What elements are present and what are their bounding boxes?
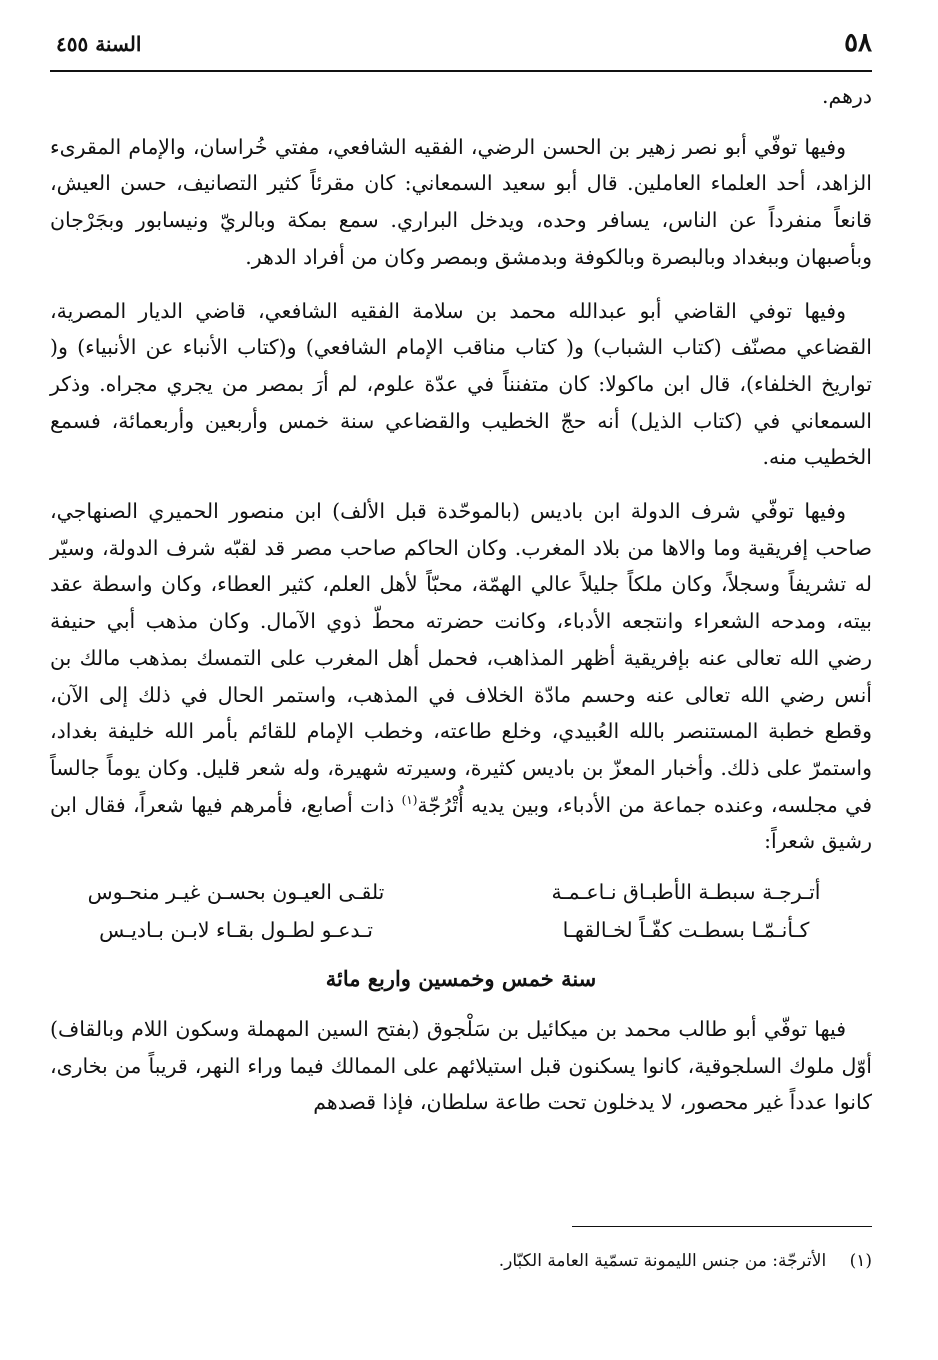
verse-hemistich-left: تلقـى العيـون بحسـن غيـر منحـوس [87,880,385,905]
footnote-rule [572,1226,872,1227]
verse-hemistich-right: كـأنـمّـا بسطـت كفّـاً لخـالقهـا [562,918,810,943]
paragraph-ibn-badis [50,493,872,860]
poem [50,873,872,949]
page-body [50,78,872,1138]
footnote-reference: (١) [401,792,418,807]
verse-hemistich-right: أتـرجـة سبطـة الأطبـاق نـاعـمـة [551,880,821,905]
page-number: ٥٨ [844,28,872,58]
running-title: السنة ٤٥٥ [56,32,142,56]
paragraph-continuation: درهم. [822,84,872,108]
paragraph-qudai: وفيها توفي القاضي أبو عبدالله محمد بن سلامة الفقيه الشافعي، قاضي الديار المصرية، القضاعي مصنّف (كتاب الشباب) و( كتاب مناقب الإمام الشافعي) و(كتاب الأنباء عن الأنبياء) و( تواريخ الخلفاء)، قال ابن ماكولا: كان متفنناً في عدّة علوم، لم أرَ بمصر من يجري مجراه. وذكر السمعاني في (كتاب الذيل) أنه حجّ الخطيب والقضاعي سنة خمس وأربعين وأربعمائة، فسمع الخطيب منه. [50,298,872,470]
paragraph-ibn-badis-text: وفيها توفّي شرف الدولة ابن باديس (بالموحّدة قبل الألف) ابن منصور الحميري الصنهاجي، صاحب إفريقية وما والاها من بلاد المغرب. وكان الحاكم صاحب مصر قد لقبّه شرف الدولة، وسيّر له تشريفاً وسجلاً، وكان ملكاً جليلاً عالي الهمّة، محبّاً لأهل العلم، كثير العطاء، وكان واسطة عقد بيته، ومدحه الشعراء وانتجعه الأدباء، وكانت حضرته محطّ ذوي الآمال. وكان مذهب أبي حنيفة رضي الله تعالى عنه بإفريقية أظهر المذاهب، فحمل أهل المغرب على التمسك بمذهب مالك بن أنس رضي الله تعالى عنه وحسم مادّة الخلاف في المذهب، واستمر الحال في ذلك إلى الآن، وقطع خطبة المستنصر بالله العُبيدي، وخلع طاعته، وخطب الإمام للقائم بأمر الله خليفة بغداد، واستمرّ على ذلك. وأخبار المعزّ بن باديس كثيرة، وسيرته شهيرة، وله شعر قليل. وكان يوماً جالساً في مجلسه، وعنده جماعة من الأدباء، وبين يديه أُتْرُجّة [50,499,872,817]
footnote-number: (١) [849,1251,872,1271]
paragraph-ibn-badis-text-end: ذات أصابع، فأمرهم فيها شعراً، فقال ابن رشيق شعراً: [50,792,872,854]
paragraph-seljuq: فيها توفّي أبو طالب محمد بن ميكائيل بن سَلْجوق (بفتح السين المهملة وسكون اللام وبالقاف) أوّل ملوك السلجوقية، كانوا يسكنون قبل استيلائهم على الممالك فيما وراء النهر، قريباً من بخارى، كانوا عدداً غير محصور، لا يدخلون تحت طاعة سلطان، فإذا قصدهم [50,1017,872,1115]
page-header [50,26,872,70]
poem-verse [50,911,872,949]
verse-hemistich-left: تـدعـو لطـول بقـاء لابـن بـاديـس [99,918,373,943]
paragraph-zuhair: وفيها توفّي أبو نصر زهير بن الحسن الرضي، الفقيه الشافعي، مفتي خُراسان، والإمام المقرىء الزاهد، أحد العلماء العاملين. قال أبو سعيد السمعاني: كان مقرئاً كثير التصانيف، حسن العيش، قانعاً منفرداً عن الناس، يسافر وحده، ويدخل البراري. سمع بمكة وبالريّ ونيسابور وبجَرْجان وبأصبهان وببغداد وبالبصرة وبالكوفة وبدمشق وبمصر وكان من أفراد الدهر. [50,134,872,269]
book-page [50,20,872,1340]
section-heading: سنة خمس وخمسين واربع مائة [325,966,597,992]
footnote-text: الأترجّة: من جنس الليمونة تسمّية العامة الكبّار. [498,1251,827,1271]
poem-verse [50,873,872,911]
footnote [50,1246,872,1276]
header-rule [50,70,872,72]
